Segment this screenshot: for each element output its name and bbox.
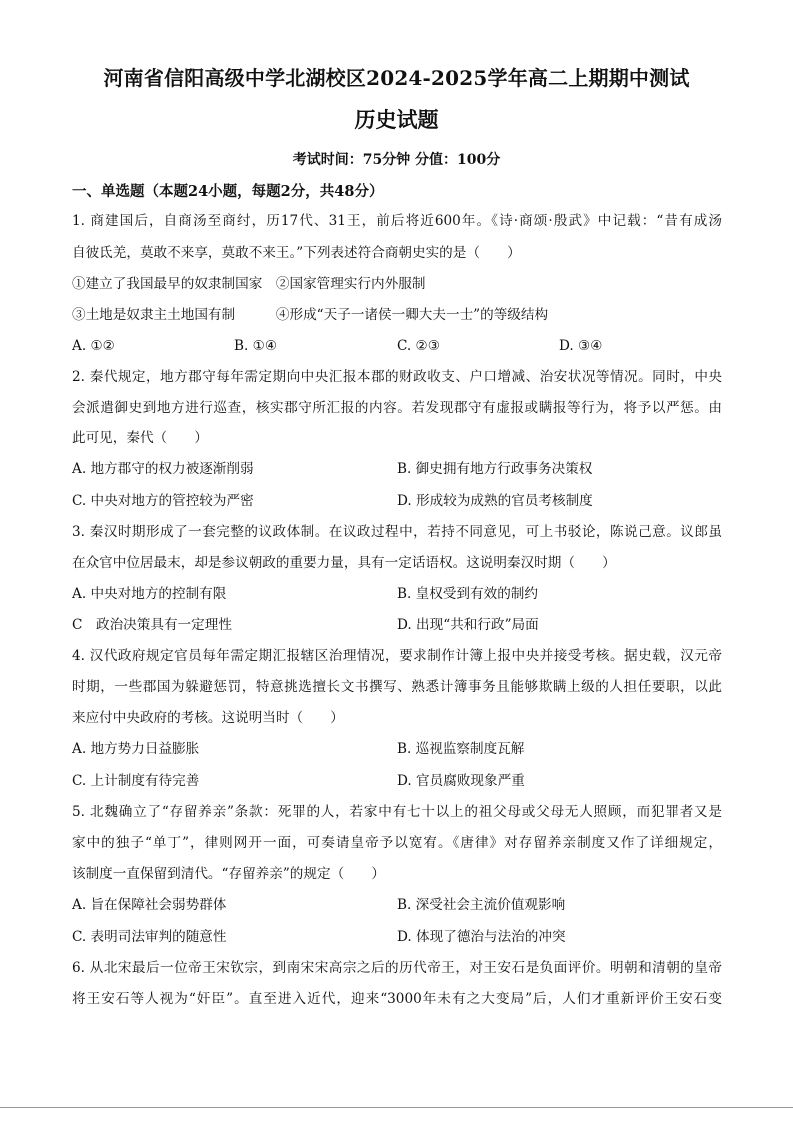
q3-option-d: D. 出现“共和行政”局面	[397, 617, 539, 633]
q5-option-b: B. 深受社会主流价值观影响	[397, 897, 566, 913]
section-heading: 一、单选题（本题24小题，每题2分，共48分）	[72, 183, 384, 200]
q3-option-a: A. 中央对地方的控制有限	[72, 586, 227, 602]
q4-line-3: 来应付中央政府的考核。这说明当时（ ）	[72, 710, 344, 726]
q2-option-b: B. 御史拥有地方行政事务决策权	[397, 461, 593, 477]
q4-option-b: B. 巡视监察制度瓦解	[397, 741, 525, 757]
q3-line-1: 3. 秦汉时期形成了一套完整的议政体制。在议政过程中，若持不同意见，可上书驳论，陈说己意。议郎虽	[72, 524, 722, 540]
q4-option-d: D. 官员腐败现象严重	[397, 773, 525, 789]
q5-line-1: 5. 北魏确立了“存留养亲”条款：死罪的人，若家中有七十以上的祖父母或父母无人照顾，而犯罪者又是	[72, 804, 722, 820]
q1-option-a: A. ①②	[72, 338, 115, 354]
q5-option-d: D. 体现了德治与法治的冲突	[397, 929, 566, 945]
q1-option-b: B. ①④	[234, 338, 278, 354]
q3-line-2: 在众官中位居最末，却是参议朝政的重要力量，具有一定话语权。这说明秦汉时期（ ）	[72, 555, 616, 571]
q4-line-1: 4. 汉代政府规定官员每年需定期汇报辖区治理情况，要求制作计簿上报中央并接受考核。据史载，汉元帝	[72, 648, 722, 664]
q5-line-2: 家中的独子“单丁”，律则网开一面，可奏请皇帝予以宽宥。《唐律》对存留养亲制度又作了详细规定，	[72, 835, 722, 851]
q6-line-2: 将王安石等人视为“奸臣”。直至进入近代，迎来“3000年未有之大变局”后，人们才重新评价王安石变	[72, 991, 722, 1007]
exam-info: 考试时间：75分钟 分值：100分	[292, 152, 501, 168]
q4-option-c: C. 上计制度有待完善	[72, 773, 200, 789]
q1-option-c: C. ②③	[397, 338, 440, 354]
q1-line-1: 1. 商建国后，自商汤至商纣，历17代、31王，前后将近600年。《诗·商颂·殷武》中记载：“昔有成汤	[72, 213, 722, 229]
q2-option-d: D. 形成较为成熟的官员考核制度	[397, 493, 593, 509]
q2-line-3: 此可见，秦代（ ）	[72, 430, 208, 446]
q5-option-a: A. 旨在保障社会弱势群体	[72, 897, 227, 913]
q2-line-2: 会派遣御史到地方进行巡查，核实郡守所汇报的内容。若发现郡守有虚报或瞒报等行为，将予以严惩。由	[72, 400, 722, 416]
q4-option-a: A. 地方势力日益膨胀	[72, 741, 200, 757]
q5-line-3: 该制度一直保留到清代。“存留养亲”的规定（ ）	[72, 866, 385, 882]
q1-line-2: 自彼氐羌，莫敢不来享，莫敢不来王。”下列表述符合商朝史实的是（ ）	[72, 245, 521, 261]
q2-option-c: C. 中央对地方的管控较为严密	[72, 493, 254, 509]
q1-line-4: ③土地是奴隶主土地国有制 ④形成“天子一诸侯一卿大夫一士”的等级结构	[72, 307, 549, 323]
exam-subtitle: 历史试题	[354, 107, 439, 132]
q3-option-c: C 政治决策具有一定理性	[72, 617, 232, 633]
q2-option-a: A. 地方郡守的权力被逐渐削弱	[72, 461, 254, 477]
exam-title: 河南省信阳高级中学北湖校区2024-2025学年高二上期期中测试	[103, 66, 690, 90]
q2-line-1: 2. 秦代规定，地方郡守每年需定期向中央汇报本郡的财政收支、户口增减、治安状况等情况。同时，中央	[72, 369, 722, 385]
q1-option-d: D. ③④	[559, 338, 603, 354]
q3-option-b: B. 皇权受到有效的制约	[397, 586, 538, 602]
q1-line-3: ①建立了我国最早的奴隶制国家 ②国家管理实行内外服制	[72, 276, 426, 292]
q4-line-2: 时期，一些郡国为躲避惩罚，特意挑选擅长文书撰写、熟悉计簿事务且能够欺瞒上级的人担任要职，以此	[72, 679, 722, 695]
q5-option-c: C. 表明司法审判的随意性	[72, 929, 227, 945]
page-bottom-rule	[0, 1107, 793, 1108]
q6-line-1: 6. 从北宋最后一位帝王宋钦宗，到南宋宋高宗之后的历代帝王，对王安石是负面评价。明朝和清朝的皇帝	[72, 960, 722, 976]
